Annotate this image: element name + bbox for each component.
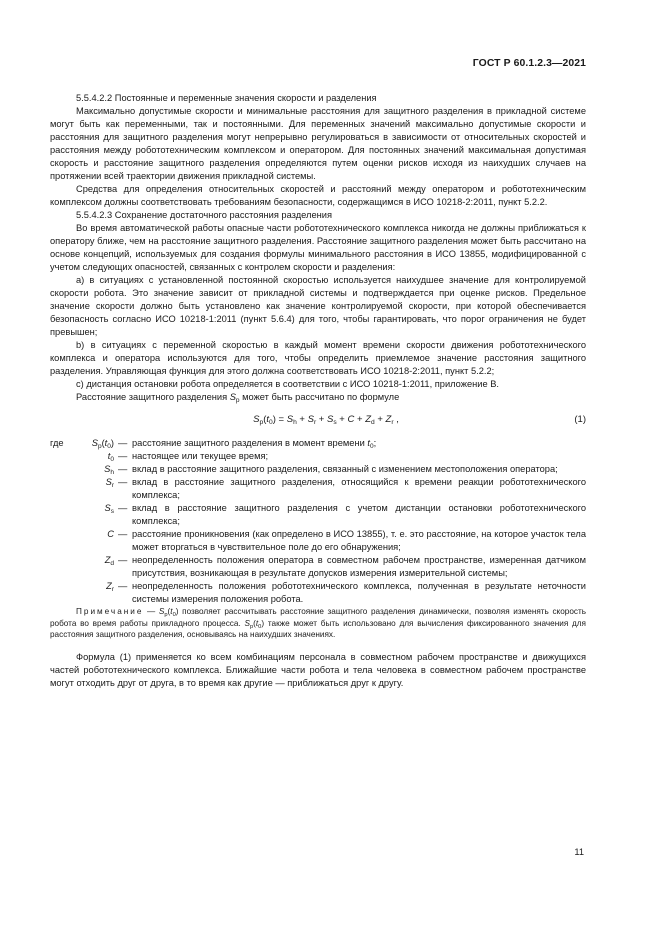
list-item: b) в ситуациях с переменной скоростью в каждый момент времени скорости движения робототехнического комплекса и оператора используются для того, чтобы определить приемлемое значение расстояния защитного разделения. Управляющая функция для этого должна соответствовать ИСО 10218-2:2011, пункт 5.2.2; bbox=[50, 340, 586, 376]
paragraph: Во время автоматической работы опасные части робототехнического комплекса никогда не должны приближаться к оператору ближе, чем на расстояние защитного разделения. Расстояние защитного разделения может быть рассчитано на основе концепций, используемых для создания формулы минимального расстояния в ИСО 13855, модифицированной с учетом следующих опасностей, связанных с контролем скорости и разделения: bbox=[50, 223, 586, 272]
document-page bbox=[50, 0, 586, 935]
list-item: а) в ситуациях с установленной постоянной скоростью используется наихудшее значение для контролируемой скорости робота. Это значение зависит от прикладной системы и подтверждается при оценке рисков. Предельное значение скорости должно быть установлено как значение контролируемой скорости, при которой обеспечивается безопасность согласно ИСО 10218-1:2011 (пункт 5.6.4) для того, чтобы гарантировать, что порог ограничения не будет превышен; bbox=[50, 275, 586, 337]
paragraph: Средства для определения относительных скоростей и расстояний между оператором и робототехническим комплексом должны соответствовать требованиям безопасности, содержащимся в ИСО 10218-2:2011, пункт 5.2.2. bbox=[50, 184, 586, 207]
section-heading: 5.5.4.2.3 Сохранение достаточного расстояния разделения bbox=[76, 210, 332, 220]
formula-expression: $S_p(t_0) = S_h + S_r + S_s + C + Z_d + Z_r$ , bbox=[253, 413, 399, 426]
note: Примечание — $S_p(t_0)$ позволяет рассчитывать расстояние защитного разделения динамически, позволяя изменять скорость робота во время работы прикладного процесса. $S_p(t_0)$ также может быть использовано для вычисления фиксированного значения для расстояния защитного разделения, основываясь на наихудших значениях. bbox=[50, 607, 586, 639]
legend-row-zd: $Z_d$ — неопределенность положения оператора в совместном рабочем пространстве, измеренная датчиком присутствия, возникающая в результате допусков измерения измерительной системы; bbox=[104, 555, 586, 578]
legend-row-t0: $t_0$ — настоящее или текущее время; bbox=[107, 451, 269, 463]
formula-number: (1) bbox=[574, 413, 586, 425]
legend-row-zr: $Z_r$ — неопределенность положения робототехнического комплекса, полученная в результате неточности системы измерения положения робота. bbox=[106, 581, 586, 604]
formula-legend bbox=[50, 437, 586, 606]
list-item: с) дистанция остановки робота определяется в соответствии с ИСО 10218-1:2011, приложение В. bbox=[76, 379, 500, 389]
page-number: 11 bbox=[574, 847, 584, 857]
legend-row-sp: где $S_p(t_0)$ — расстояние защитного разделения в момент времени $t_0$; bbox=[50, 438, 377, 450]
legend-row-ss: $S_s$ — вклад в расстояние защитного разделения с учетом дистанции остановки робототехнического комплекса; bbox=[104, 503, 586, 526]
formula-1 bbox=[50, 406, 586, 432]
legend-row-sr: $S_r$ — вклад в расстояние защитного разделения, относящийся к времени реакции робототехнического комплекса; bbox=[105, 477, 586, 500]
legend-row-c: C — расстояние проникновения (как определено в ИСО 13855), т. е. это расстояние, на которое участок тела может вторгаться в чувствительное поле до его обнаружения; bbox=[107, 529, 586, 552]
legend-row-sh: $S_h$ — вклад в расстояние защитного разделения, связанный с изменением местоположения оператора; bbox=[104, 464, 558, 476]
standard-designation: ГОСТ Р 60.1.2.3—2021 bbox=[472, 58, 586, 69]
document-body bbox=[50, 92, 586, 690]
section-heading: 5.5.4.2.2 Постоянные и переменные значения скорости и разделения bbox=[76, 93, 377, 103]
paragraph: Максимально допустимые скорости и минимальные расстояния для защитного разделения в прикладной системе могут быть как переменными, так и постоянными. Для переменных значений максимально допустимые скорости и расстояния для защитного разделения могут непрерывно регулироваться в зависимости от относительных скоростей и расстояния между робототехническим комплексом и оператором. Для постоянных значений максимальная допустимая скорость и расстояние защитного разделения определяются путем оценки рисков исходя из наихудших случаев на протяжении всей траектории движения прикладной системы. bbox=[50, 106, 586, 181]
formula-intro: Расстояние защитного разделения $S_p$ может быть рассчитано по формуле bbox=[76, 392, 400, 404]
paragraph: Формула (1) применяется ко всем комбинациям персонала в совместном рабочем пространстве и движущихся частей робототехнического комплекса. Ближайшие части робота и тела человека в совместном рабочем пространстве могут отходить друг от друга, в то время как другие — приближаться друг к другу. bbox=[50, 651, 586, 688]
